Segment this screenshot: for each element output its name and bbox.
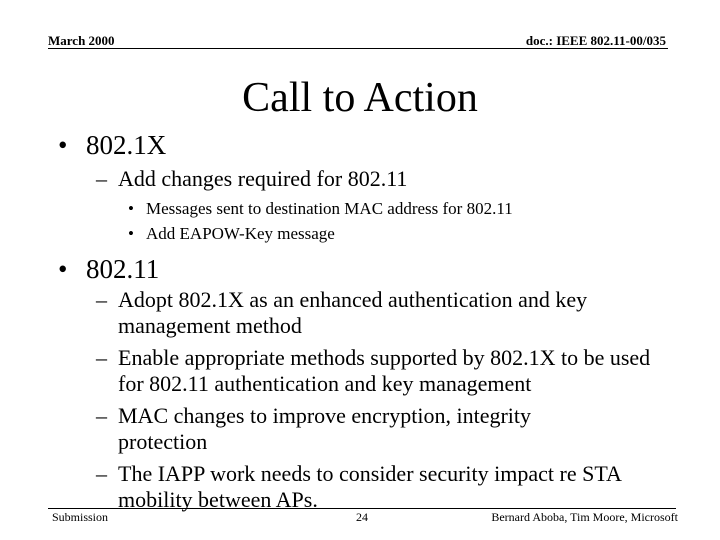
sub-sub-bullet-label: Messages sent to destination MAC address for 802.11 — [146, 199, 513, 218]
bullet-dot-icon: • — [58, 130, 68, 160]
dash-icon: – — [96, 287, 107, 312]
sub-bullet-label: MAC changes to improve encryption, integrity protection — [118, 403, 532, 454]
bullet-label: 802.11 — [86, 254, 160, 284]
bullet-dot-icon: • — [128, 224, 134, 243]
sub-bullet-label: Add changes required for 802.11 — [118, 166, 408, 191]
dash-icon: – — [96, 461, 107, 486]
sub-bullet-iapp — [96, 461, 646, 513]
sub-bullet-mac-changes — [96, 403, 596, 455]
bullet-dot-icon: • — [128, 199, 134, 218]
sub-bullet-add-changes — [96, 166, 676, 192]
bullet-label: 802.1X — [86, 130, 167, 160]
dash-icon: – — [96, 403, 107, 428]
sub-bullet-label: Adopt 802.1X as an enhanced authentication and key management method — [118, 287, 588, 338]
sub-bullet-adopt — [96, 287, 656, 339]
footer-submission: Submission — [52, 510, 109, 524]
sub-bullet-enable — [96, 345, 666, 397]
footer-page-number: 24 — [356, 510, 368, 524]
slide-title — [0, 72, 720, 124]
dash-icon: – — [96, 345, 107, 370]
footer-authors: Bernard Aboba, Tim Moore, Microsoft — [491, 510, 678, 524]
sub-sub-bullet-label: Add EAPOW-Key message — [146, 224, 335, 243]
sub-bullet-label: Enable appropriate methods supported by 802.1X to be used for 802.11 authentication and key management — [118, 345, 651, 396]
slide-title-text: Call to Action — [242, 75, 478, 121]
header-doc-id: doc.: IEEE 802.11-00/035 — [525, 33, 666, 48]
footer-divider — [48, 508, 676, 509]
dash-icon: – — [96, 166, 107, 191]
sub-bullet-label: The IAPP work needs to consider security impact re STA mobility between APs. — [118, 461, 621, 512]
header-divider — [48, 48, 668, 49]
bullet-dot-icon: • — [58, 254, 68, 284]
header-date: March 2000 — [48, 33, 115, 48]
